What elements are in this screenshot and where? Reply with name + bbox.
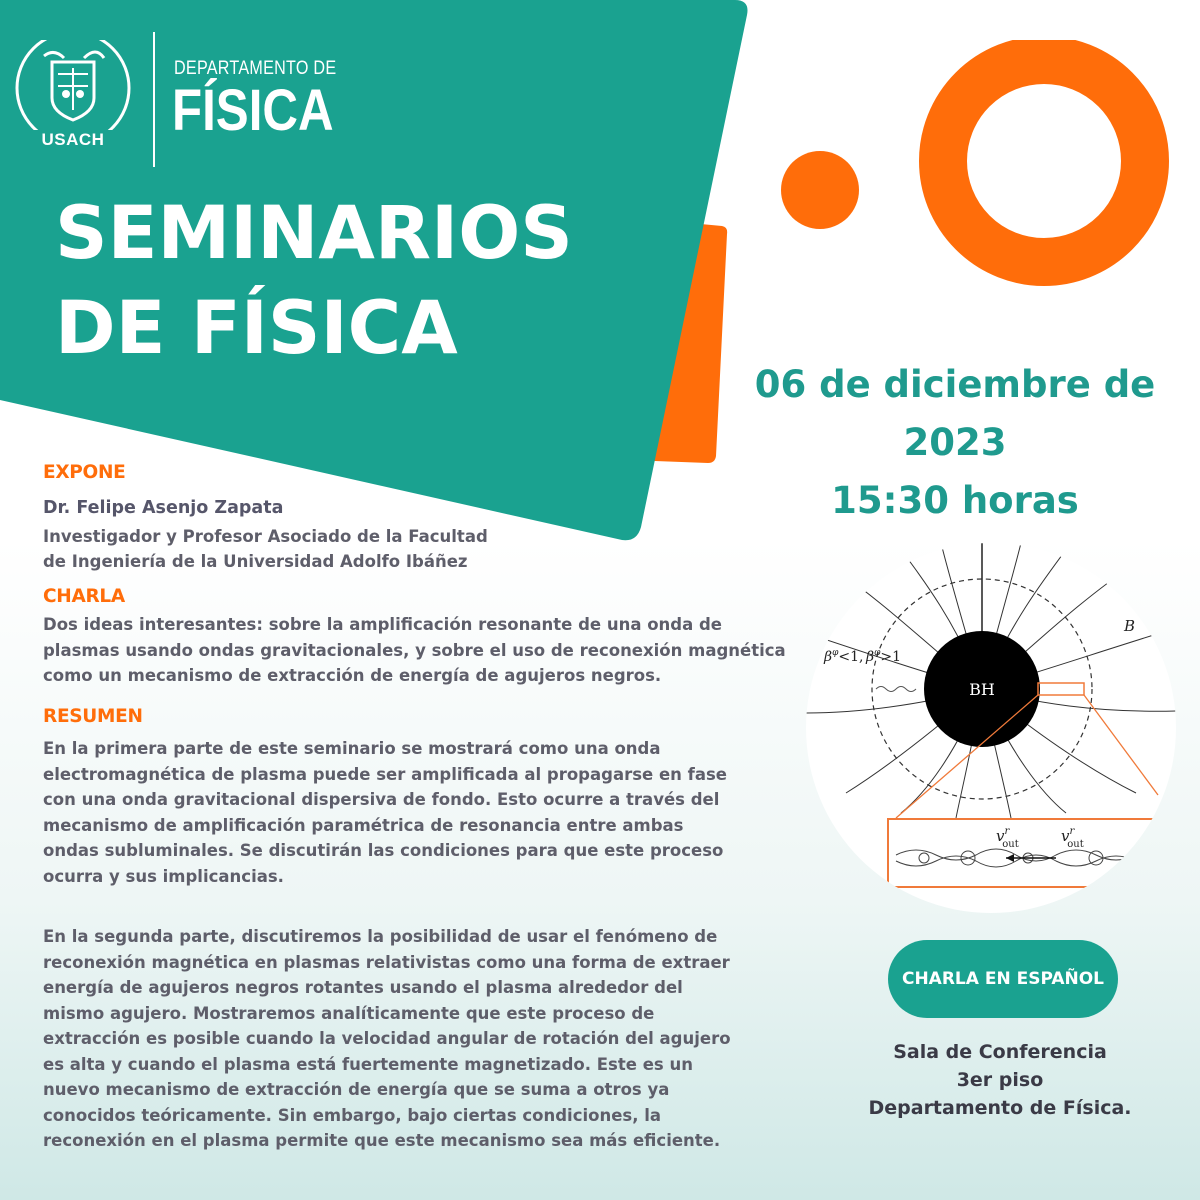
resumen-line: con una onda gravitacional dispersiva de fondo. Esto ocurre a través del [43,790,720,809]
charla-line: como un mecanismo de extracción de energía de agujeros negros. [43,666,662,685]
header-divider [153,32,155,167]
speaker-block [43,496,803,575]
charla-line: Dos ideas interesantes: sobre la amplificación resonante de una onda de [43,615,722,634]
resumen-line: En la primera parte de este seminario se mostrará como una onda [43,739,661,758]
title-line-1: SEMINARIOS [55,191,573,276]
resumen-line: es alta y cuando el plasma está fuertemente magnetizado. Este es un [43,1054,693,1074]
expone-heading: EXPONE [43,462,126,483]
vout-label-right: $v^r$ out [1061,826,1084,850]
department-name: FÍSICA [172,78,334,143]
resumen-line: ocurra y sus implicancias. [43,866,284,886]
beta-greater-label: $\beta^\varphi>1$ [866,648,902,665]
beta-less-label: $\beta^\varphi<1$, [824,648,864,665]
logo-text: USACH [41,130,105,149]
speaker-affiliation-line: de Ingeniería de la Universidad Adolfo Ibáñez [43,552,468,571]
usach-logo [14,40,132,150]
venue-line-2: 3er piso [956,1069,1044,1091]
field-label: B [1124,617,1136,635]
usach-crest-icon [14,40,132,130]
venue-line-3: Departamento de Física. [868,1097,1132,1119]
resumen-line: electromagnética de plasma puede ser amplificada al propagarse en fase [43,764,727,784]
language-button[interactable]: CHARLA EN ESPAÑOL [888,940,1118,1018]
resumen-heading: RESUMEN [43,706,143,727]
speaker-affiliation-line: Investigador y Profesor Asociado de la Facultad [43,526,488,546]
resumen-line: ondas subluminales. Se discutirán las condiciones para que este proceso [43,841,724,860]
vout-label-left: $v^r$ out [996,826,1019,850]
event-date-line-2: 2023 [903,421,1007,464]
speaker-name: Dr. Felipe Asenjo Zapata [43,498,284,518]
charla-text [43,612,803,689]
bh-label: BH [969,680,995,699]
resumen-line: reconexión en el plasma permite que este mecanismo sea más eficiente. [43,1131,721,1150]
event-date-line-1: 06 de diciembre de [754,363,1156,406]
title-line-2: DE FÍSICA [55,286,458,371]
resumen-line: mecanismo de amplificación paramétrica de resonancia entre ambas [43,815,684,835]
venue-line-1: Sala de Conferencia [893,1041,1107,1063]
resumen-line: mismo agujero. Mostraremos analíticamente que este proceso de [43,1003,655,1023]
venue-block [800,1038,1200,1122]
resumen-line: reconexión magnética en plasmas relativistas como una forma de extraer [43,952,730,972]
resumen-paragraph-1 [43,736,803,889]
resumen-line: En la segunda parte, discutiremos la posibilidad de usar el fenómeno de [43,927,718,946]
resumen-paragraph-2 [43,924,803,1154]
resumen-line: extracción es posible cuando la velocidad angular de rotación del agujero [43,1029,731,1048]
resumen-line: energía de agujeros negros rotantes usando el plasma alrededor del [43,978,683,997]
charla-line: plasmas usando ondas gravitacionales, y sobre el uso de reconexión magnética [43,640,786,660]
charla-heading: CHARLA [43,586,125,607]
resumen-line: conocidos teóricamente. Sin embargo, bajo ciertas condiciones, la [43,1105,662,1125]
resumen-line: nuevo mecanismo de extracción de energía que se suma a otros ya [43,1080,670,1099]
black-hole-diagram [806,543,1176,913]
department-prefix: DEPARTAMENTO DE [174,58,337,79]
event-time: 15:30 horas [831,479,1079,522]
